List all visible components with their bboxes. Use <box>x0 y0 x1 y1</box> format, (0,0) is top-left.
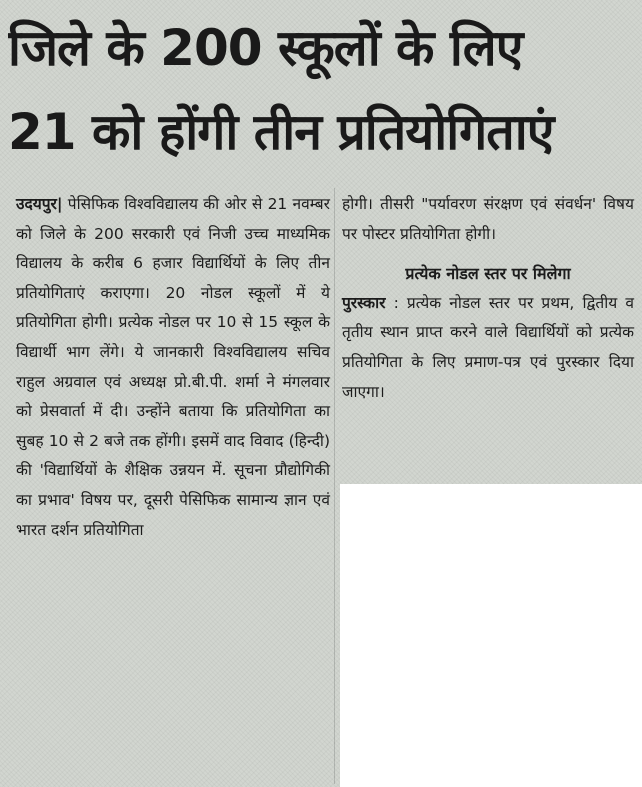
article-paragraph-1 <box>16 190 330 545</box>
article-paragraph-3-text: : प्रत्येक नोडल स्तर पर प्रथम, द्वितीय व तृतीय स्थान प्राप्त करने वाले विद्यार्थियों को प्रत्येक प्रतियोगिता के लिए प्रमाण-पत्र एवं पुरस्कार दिया जाएगा। <box>342 293 634 401</box>
article-paragraph-3 <box>342 289 634 407</box>
article-column-right <box>342 190 634 407</box>
article-column-left <box>16 190 330 545</box>
headline-line-1: जिले के 200 स्कूलों के लिए <box>8 19 523 77</box>
article-subhead: प्रत्येक नोडल स्तर पर मिलेगा <box>405 264 571 284</box>
dateline: उदयपुर| <box>16 195 63 213</box>
subhead-lead-word: पुरस्कार <box>342 293 386 312</box>
headline-line-2: 21 को होंगी तीन प्रतियोगिताएं <box>8 103 554 161</box>
article-paragraph-1-text: पेसिफिक विश्वविद्यालय की ओर से 21 नवम्बर को जिले के 200 सरकारी एवं निजी उच्च माध्यमिक विद्यालय के करीब 6 हजार विद्यार्थियों के लिए तीन प्रतियोगिताएं कराएगा। 20 नोडल स्कूलों में ये प्रतियोगिता होगी। प्रत्येक नोडल पर 10 से 15 स्कूल के विद्यार्थी भाग लेंगे। ये जानकारी विश्वविद्यालय सचिव राहुल अग्रवाल एवं अध्यक्ष प्रो.बी.पी. शर्मा ने मंगलवार को प्रेसवार्ता में दी। उन्होंने बताया कि प्रतियोगिता का सुबह 10 से 2 बजे तक होंगी। इसमें वाद विवाद (हिन्दी) की 'विद्यार्थियों के शैक्षिक उन्नयन में. सूचना प्रौद्योगिकी का प्रभाव' विषय पर, दूसरी पेसिफिक सामान्य ज्ञान एवं भारत दर्शन प्रतियोगिता <box>16 195 330 539</box>
article-paragraph-2: होगी। तीसरी "पर्यावरण संरक्षण एवं संवर्धन' विषय पर पोस्टर प्रतियोगिता होगी। <box>342 195 634 243</box>
blank-area <box>340 484 642 787</box>
headline <box>8 6 634 174</box>
column-divider <box>334 188 335 784</box>
